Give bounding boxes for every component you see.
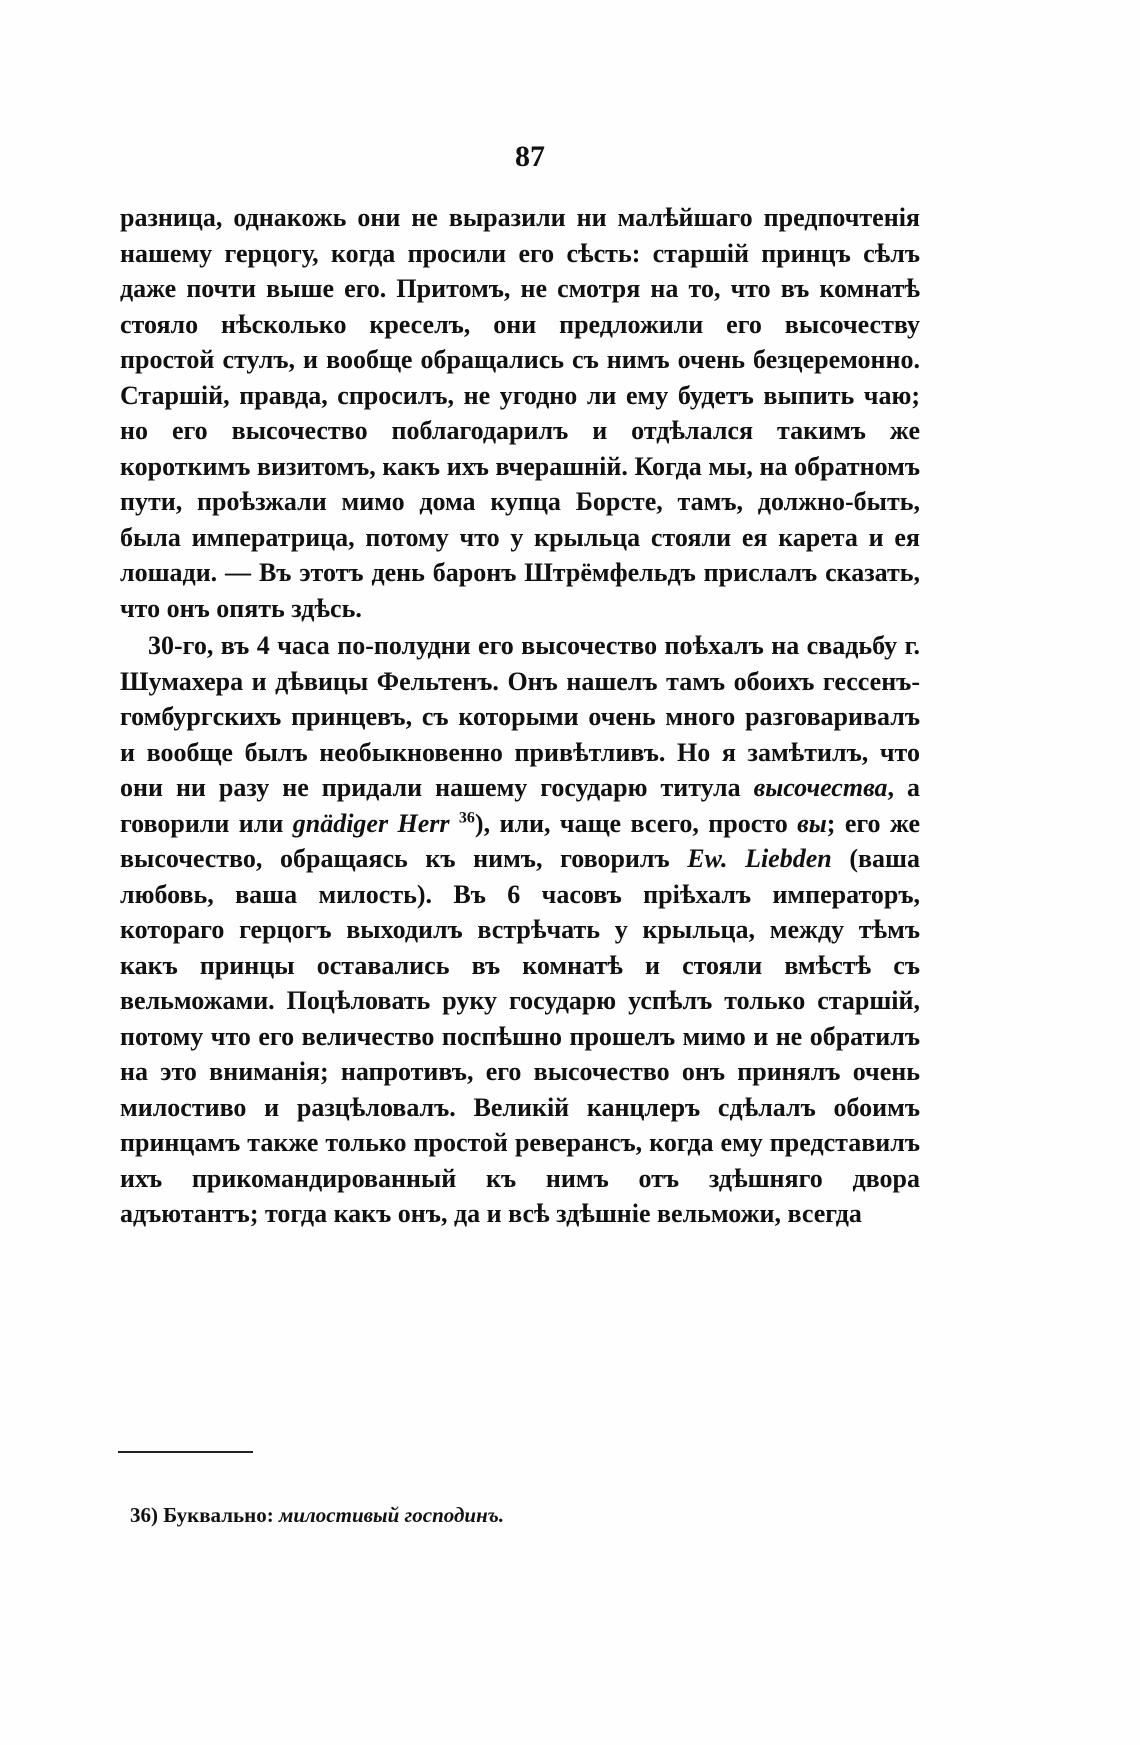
text-run: , а говорили или <box>120 773 921 838</box>
footnote <box>130 1503 504 1528</box>
text-run: ; его же высочество, обращаясь къ нимъ, говорилъ <box>120 808 920 873</box>
footnote-label: 36) Буквально: <box>130 1503 279 1527</box>
italic-text: вы <box>797 808 827 838</box>
paragraph: разница, однакожь они не выразили ни малѣйшаго предпочтенія нашему герцогу, когда просили его сѣсть: старшій принцъ сѣлъ даже почти выше его. Притомъ, не смотря на то, что въ комнатѣ стояло нѣсколько креселъ, они предложили его высочеству простой стулъ, и вообще обращались съ нимъ очень безцеремонно. Старшій, правда, спросилъ, не угодно ли ему будетъ выпить чаю; но его высочество поблагодарилъ и отдѣлался такимъ же короткимъ визитомъ, какъ ихъ вчерашній. Когда мы, на обратномъ пути, проѣзжали мимо дома купца Борсте, тамъ, должно-быть, была императрица, потому что у крыльца стояли ея карета и ея лошади. — Въ этотъ день баронъ Штрёмфельдъ прислалъ сказать, что онъ опять здѣсь. <box>120 203 920 623</box>
footnote-text: милостивый господинъ. <box>278 1503 505 1527</box>
text-run: ), или, чаще всего, просто <box>474 808 798 838</box>
page-number: 87 <box>515 140 545 173</box>
footnote-divider <box>118 1451 253 1453</box>
main-text <box>120 200 920 1232</box>
italic-text: высочества <box>753 773 888 802</box>
paragraph <box>120 628 920 1232</box>
italic-text: gnädiger Herr <box>292 808 450 838</box>
italic-text: Ew. Liebden <box>687 844 832 873</box>
text-run: (ваша любовь, ваша милость). Въ 6 часовъ пріѣхалъ императоръ, котораго герцогъ выходилъ встрѣчать у крыльца, между тѣмъ какъ принцы оставались въ комнатѣ и стояли вмѣстѣ съ вельможами. Поцѣловать руку государю успѣлъ только старшій, потому что его величество поспѣшно прошелъ мимо и не обратилъ на это вниманія; напротивъ, его высочество онъ принялъ очень милостиво и разцѣловалъ. Великій канцлеръ сдѣлалъ обоимъ принцамъ также только простой реверансъ, когда ему представилъ ихъ прикомандированный къ нимъ отъ здѣшняго двора адъютантъ; тогда какъ онъ, да и всѣ здѣшніе вельможи, всегда <box>120 844 920 1228</box>
text-run: 30-го, въ 4 часа по-полудни его высочество поѣхалъ на свадьбу г. Шумахера и дѣвицы Фельтенъ. Онъ нашелъ тамъ обоихъ гессенъ-гомбургскихъ принцевъ, съ которыми очень много разговаривалъ и вообще былъ необыкновенно привѣтливъ. Но я замѣтилъ, что они ни разу не придали нашему государю титула <box>120 631 920 802</box>
footnote-reference: 36 <box>458 808 475 826</box>
